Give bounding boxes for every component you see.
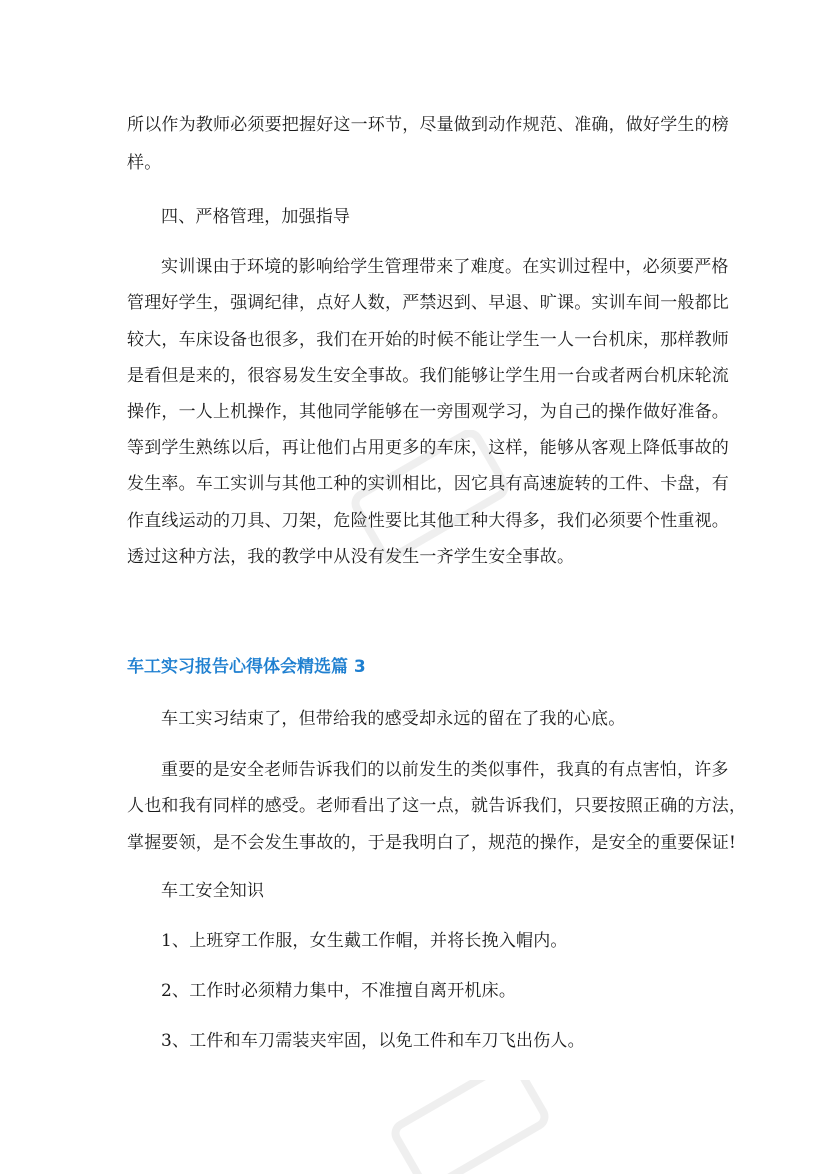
section-title: 四、严格管理，加强指导 bbox=[161, 207, 351, 227]
section-title: 车工安全知识 bbox=[161, 881, 265, 901]
list-item: 3、工件和车刀需装夹牢固，以免工件和车刀飞出伤人。 bbox=[161, 1031, 585, 1051]
paragraph-line: 实训课由于环境的影响给学生管理带来了难度。在实训过程中，必须要严格 bbox=[161, 257, 729, 277]
list-item: 1、上班穿工作服，女生戴工作帽，并将长挽入帽内。 bbox=[161, 931, 568, 951]
article-heading: 车工实习报告心得体会精选篇 3 bbox=[127, 657, 366, 677]
list-item: 2、工作时必须精力集中，不准擅自离开机床。 bbox=[161, 981, 517, 1001]
paragraph-line: 等到学生熟练以后，再让他们占用更多的车床，这样，能够从客观上降低事故的 bbox=[127, 438, 729, 458]
paragraph-line: 发生率。车工实训与其他工种的实训相比，因它具有高速旋转的工件、卡盘，有 bbox=[127, 474, 729, 494]
watermark-stamp bbox=[380, 1080, 560, 1174]
paragraph-line: 车工实习结束了，但带给我的感受却永远的留在了我的心底。 bbox=[161, 709, 626, 729]
paragraph-line: 透过这种方法，我的教学中从没有发生一齐学生安全事故。 bbox=[127, 547, 575, 567]
paragraph-line: 管理好学生，强调纪律，点好人数，严禁迟到、早退、旷课。实训车间一般都比 bbox=[127, 293, 729, 313]
paragraph-line: 作直线运动的刀具、刀架，危险性要比其他工种大得多，我们必须要个性重视。 bbox=[127, 511, 729, 531]
paragraph-line: 样。 bbox=[127, 153, 162, 173]
paragraph-line: 操作，一人上机操作，其他同学能够在一旁围观学习，为自己的操作做好准备。 bbox=[127, 402, 729, 422]
paragraph-line: 掌握要领，是不会发生事故的，于是我明白了，规范的操作，是安全的重要保证! bbox=[127, 833, 737, 853]
paragraph-line: 人也和我有同样的感受。老师看出了这一点，就告诉我们，只要按照正确的方法， bbox=[127, 796, 747, 816]
paragraph-line: 是看但是来的，很容易发生安全事故。我们能够让学生用一台或者两台机床轮流 bbox=[127, 366, 729, 386]
paragraph-line: 所以作为教师必须要把握好这一环节，尽量做到动作规范、准确，做好学生的榜 bbox=[127, 115, 729, 135]
paragraph-line: 重要的是安全老师告诉我们的以前发生的类似事件，我真的有点害怕，许多 bbox=[161, 760, 729, 780]
paragraph-line: 较大，车床设备也很多，我们在开始的时候不能让学生一人一台机床，那样教师 bbox=[127, 330, 729, 350]
